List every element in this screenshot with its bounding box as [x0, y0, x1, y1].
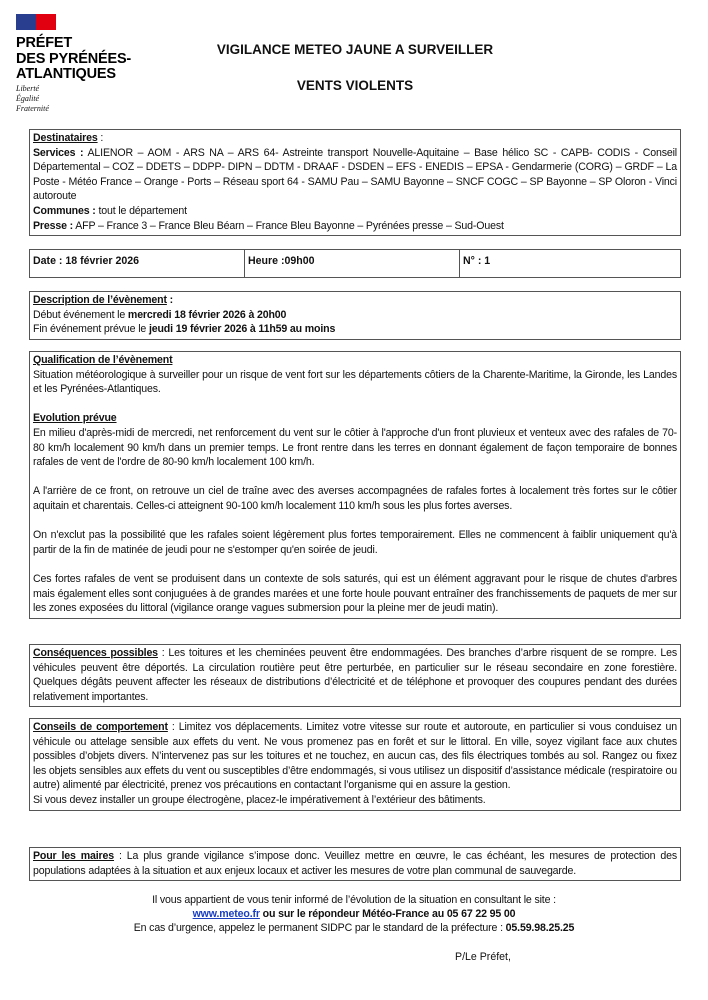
devise-line: Égalité [16, 94, 40, 103]
date-cell: Date : 18 février 2026 [30, 250, 245, 277]
conseils-text-2: Si vous devez installer un groupe électrogène, placez-le impérativement à l’extérieur des bâtiments. [33, 793, 486, 806]
devise-line: Liberté [16, 84, 40, 93]
conseils-box [29, 718, 681, 811]
maires-box [29, 847, 681, 881]
conseils-heading: Conseils de comportement [33, 721, 168, 733]
consequences-text: : Les toitures et les cheminées peuvent être endommagées. Des branches d’arbre risquent de se rompre. Les véhicules peuvent être déportés. La circulation routière peut être perturbée, en particulier sur le réseau secondaire en zone forestière. Quelques dégâts peuvent affecter les réseaux de distributions d’électricité et de téléphone et provoquer des coupures pendant des durées relativement importantes. [33, 647, 678, 703]
maires-heading: Pour les maires [33, 850, 115, 862]
fin-label: Fin événement prévue le [33, 323, 149, 336]
evolution-paragraph: Ces fortes rafales de vent se produisent dans un contexte de sols saturés, qui est un élément aggravant pour le risque de chutes d'arbres mais également elles sont conjuguées à de grandes marées et une forte houle pouvant entraîner des franchissements de paquets de mer sur les zones exposées du littoral (vigilance orange vagues submersion pour la pleine mer de jeudi matin). [33, 572, 677, 615]
page-title: VIGILANCE METEO JAUNE A SURVEILLER [216, 42, 494, 57]
logo-line: PRÉFET [16, 35, 72, 51]
presse-list: AFP – France 3 – France Bleu Béarn – France Bleu Bayonne – Pyrénées presse – Sud-Ouest [73, 219, 504, 232]
fin-value: jeudi 19 février 2026 à 11h59 au moins [148, 323, 336, 336]
debut-label: Début événement le [33, 308, 128, 321]
communes-value: tout le département [95, 204, 187, 217]
destinataires-box: Destinataires : Services : ALIENOR – AOM - ARS NA – ARS 64- Astreinte transport Nouvelle-Aquitaine – Base hélico SC - CAPB- CODIS - Conseil Départemental – COZ – DDETS – DDPP- DIPN – DDTM - DRAAF - DSDEN – EFS - ENEDIS – EPSA - Gendarmerie (CORG) – GRDF – La Poste - Météo France – Orange - Ports – Réseau sport 64 - SAMU Pau – SAMU Bayonne – SNCF COGC – SP Bayonne – SP Oloron - Vinci autoroute Communes : tout le département Presse : AFP – France 3 – France Bleu Béarn – France Bleu Bayonne – Pyrénées presse – Sud-Ouest [29, 129, 681, 236]
evolution-paragraph: A l'arrière de ce front, on retrouve un ciel de traîne avec des averses accompagnées de rafales fortes à localement très fortes sur le côtier aquitain et charentais. Celles-ci atteignent 90-100 km/h localement 110 km/h sous les plus fortes averses. [33, 485, 677, 512]
debut-value: mercredi 18 février 2026 à 20h00 [127, 308, 287, 321]
footer-line-3 [0, 922, 708, 934]
qualification-heading: Qualification de l’évènement [33, 354, 173, 366]
devise [16, 84, 49, 114]
communes-label: Communes : [33, 204, 96, 217]
urgence-text: En cas d’urgence, appelez le permanent SIDPC par le standard de la préfecture : [133, 922, 506, 934]
sidpc-phone: 05.59.98.25.25 [505, 922, 575, 934]
prefecture-logo-text [16, 36, 131, 83]
evolution-paragraph: En milieu d'après-midi de mercredi, net renforcement du vent sur le côtier à l'approche d'un front pluvieux et venteux avec des rafales de 70-80 km/h localement 90 km/h dans un premier temps. Le front rentre dans les terres en donnant également de façon temporaire de bonnes rafales de vent de l'ordre de 80-90 km/h localement 100 km/h. [33, 426, 677, 469]
logo-line: DES PYRÉNÉES- [16, 50, 132, 67]
maires-text: : La plus grande vigilance s’impose donc. Veuillez mettre en œuvre, le cas échéant, les mesures de protection des populations adaptées à la situation et aux enjeux locaux et activer les mesures de votre plan communal de sauvegarde. [33, 850, 678, 877]
meteo-link[interactable]: www.meteo.fr [192, 908, 260, 920]
qualification-text: Situation météorologique à surveiller pour un risque de vent fort sur les départements côtiers de la Charente-Maritime, la Gironde, les Landes et les Pyrénées-Atlantiques. [33, 368, 677, 396]
description-heading: Description de l’évènement [33, 294, 167, 306]
logo-line: ATLANTIQUES [16, 66, 116, 82]
services-label: Services : [33, 146, 84, 159]
footer-line-2 [0, 908, 708, 920]
signature: P/Le Préfet, [455, 951, 511, 963]
consequences-box [29, 644, 681, 707]
meta-row [29, 249, 681, 278]
heure-cell: Heure :09h00 [245, 250, 460, 277]
evolution-heading: Evolution prévue [33, 412, 117, 425]
destinataires-heading: Destinataires [33, 132, 98, 144]
presse-label: Presse : [33, 219, 74, 232]
qualification-box [29, 351, 681, 619]
footer-line-1: Il vous appartient de vous tenir informé de l’évolution de la situation en consultant le site : [152, 894, 556, 906]
consequences-heading: Conséquences possibles [33, 647, 158, 659]
conseils-text: : Limitez vos déplacements. Limitez votre vitesse sur route et autoroute, en particulier si vous conduisez un véhicule ou attelage sensible aux effets du vent. Ne vous promenez pas en forêt et sur le littoral. En ville, soyez vigilant face aux chutes possibles d’objets divers. N’intervenez pas sur les toitures et ne touchez, en aucun cas, des fils électriques tombés au sol. Rangez ou fixez les objets sensibles aux effets du vent ou susceptibles d’être endommagés, si vous utilisez un dispositif d’assistance médicale (respiratoire ou autre) alimenté par électricité, prenez vos précautions en contactant l’organisme qui en assure la gestion. [33, 721, 677, 792]
services-list: ALIENOR – AOM - ARS NA – ARS 64- Astreinte transport Nouvelle-Aquitaine – Base hélico SC - CAPB- CODIS - Conseil Départemental – COZ – DDETS – DDPP- DIPN – DDTM - DRAAF - DSDEN – EFS - ENEDIS – EPSA - Gendarmerie (CORG) – GRDF – La Poste - Météo France – Orange - Ports – Réseau sport 64 - SAMU Pau – SAMU Bayonne – SNCF COGC – SP Bayonne – SP Oloron - Vinci autoroute [33, 146, 677, 203]
description-box: Description de l’évènement : Début événement le mercredi 18 février 2026 à 20h00 Fin événement prévue le jeudi 19 février 2026 à 11h59 au moins [29, 291, 681, 340]
evolution-paragraph: On n'exclut pas la possibilité que les rafales soient légèrement plus fortes temporairement. Elles ne commencent à faiblir uniquement qu'à partir de la fin de matinée de jeudi pour ne s'estomper qu'en soirée de jeudi. [33, 529, 677, 556]
page-subtitle: VENTS VIOLENTS [296, 78, 414, 93]
devise-line: Fraternité [16, 104, 49, 113]
marianne-flag-logo [16, 14, 56, 30]
numero-cell: N° : 1 [463, 255, 491, 267]
repondeur-text: ou sur le répondeur Météo-France au 05 67 22 95 00 [259, 908, 516, 920]
